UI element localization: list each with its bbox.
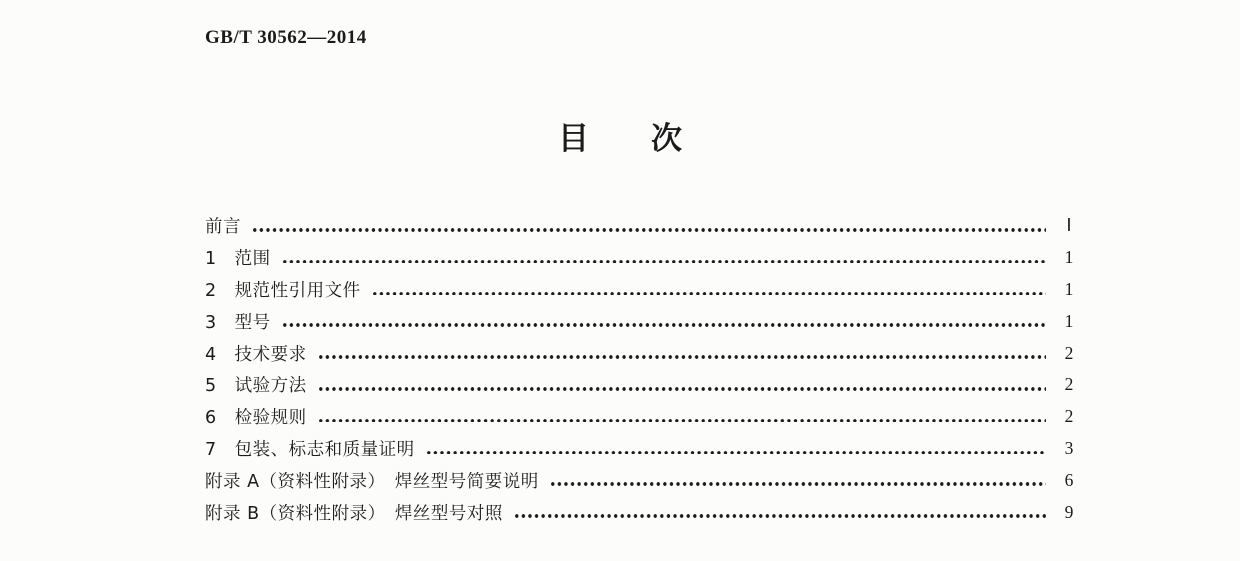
page-number: 3 xyxy=(1064,437,1074,458)
toc-entry-label: 2 规范性引用文件 xyxy=(205,280,361,301)
toc-entry-label: 附录 A（资料性附录） 焊丝型号简要说明 xyxy=(205,471,539,492)
toc-row xyxy=(205,274,1082,306)
toc-row xyxy=(205,305,1082,337)
page-title: 目 次 xyxy=(558,121,682,157)
toc-row xyxy=(205,242,1082,274)
toc-row xyxy=(205,464,1082,496)
dot-leader xyxy=(319,387,1046,391)
standard-number: GB/T 30562—2014 xyxy=(205,27,367,48)
page-number: 2 xyxy=(1064,374,1074,395)
toc-entry-label: 前言 xyxy=(205,217,241,238)
dot-leader xyxy=(319,419,1046,423)
dot-leader xyxy=(283,260,1046,264)
page-number: 1 xyxy=(1064,310,1074,331)
page-number: 6 xyxy=(1064,469,1074,490)
toc-entry-label: 1 范围 xyxy=(205,249,271,270)
toc-entry-label: 3 型号 xyxy=(205,312,271,333)
dot-leader xyxy=(515,514,1046,518)
page-number: Ⅰ xyxy=(1066,215,1072,236)
page-number: 2 xyxy=(1064,342,1074,363)
dot-leader xyxy=(427,451,1046,455)
toc-row xyxy=(205,401,1082,433)
table-of-contents xyxy=(205,210,1082,528)
dot-leader xyxy=(319,355,1046,359)
toc-row xyxy=(205,337,1082,369)
dot-leader xyxy=(253,228,1046,232)
toc-row xyxy=(205,433,1082,465)
toc-row xyxy=(205,369,1082,401)
toc-entry-label: 附录 B（资料性附录） 焊丝型号对照 xyxy=(205,503,503,524)
toc-row xyxy=(205,496,1082,528)
toc-entry-label: 6 检验规则 xyxy=(205,408,307,429)
toc-entry-label: 5 试验方法 xyxy=(205,376,307,397)
page-number: 1 xyxy=(1064,278,1074,299)
dot-leader xyxy=(551,482,1046,486)
toc-row xyxy=(205,210,1082,242)
page-number: 2 xyxy=(1064,406,1074,427)
dot-leader xyxy=(283,323,1046,327)
dot-leader xyxy=(373,292,1046,296)
page-number: 1 xyxy=(1064,247,1074,268)
toc-entry-label: 7 包装、标志和质量证明 xyxy=(205,439,415,460)
page-number: 9 xyxy=(1064,501,1074,522)
toc-entry-label: 4 技术要求 xyxy=(205,344,307,365)
